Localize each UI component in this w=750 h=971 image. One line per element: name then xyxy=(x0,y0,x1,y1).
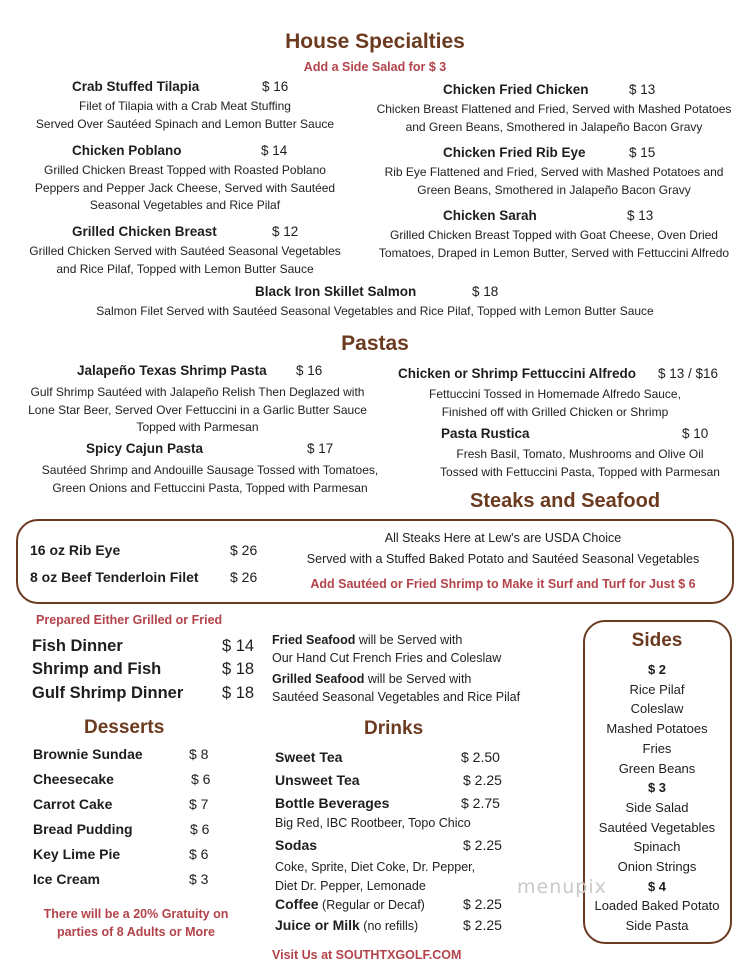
item-price: $ 16 xyxy=(296,363,323,378)
drink-name: Bottle Beverages xyxy=(275,795,390,811)
item-desc: Fresh Basil, Tomato, Mushrooms and Olive Oil Tossed with Fettuccini Pasta, Topped with Parmesan xyxy=(440,447,720,479)
drink-price: $ 2.25 xyxy=(463,837,502,853)
item-price: $ 13 xyxy=(629,82,656,97)
item-name: Jalapeño Texas Shrimp Pasta xyxy=(77,363,267,378)
item-name: Chicken Sarah xyxy=(443,208,537,223)
drink-desc: Coke, Sprite, Diet Coke, Dr. Pepper, Diet Dr. Pepper, Lemonade xyxy=(275,860,476,893)
item-price: $ 14 xyxy=(261,143,288,158)
watermark: menupix xyxy=(517,876,607,898)
drink-name: Unsweet Tea xyxy=(275,772,360,788)
drink-price: $ 2.75 xyxy=(461,795,500,811)
list-item: Brownie Sundae $ 8 xyxy=(33,746,209,762)
drink-name: Sweet Tea xyxy=(275,749,343,765)
house-specialties-title: House Specialties xyxy=(285,30,465,53)
sides-title: Sides xyxy=(631,630,683,651)
list-item: Carrot Cake $ 7 xyxy=(33,796,209,812)
list-item: Cheesecake $ 6 xyxy=(33,771,211,787)
item-name: Chicken Fried Chicken xyxy=(443,82,589,97)
fried-seafood-note: Fried Seafood will be Served with Our Hand Cut French Fries and Coleslaw xyxy=(272,633,502,665)
side-salad-note: Add a Side Salad for $ 3 xyxy=(303,60,447,74)
item-desc: Rib Eye Flattened and Fried, Served with Mashed Potatoes and Green Beans, Smothered in Jalapeño Bacon Gravy xyxy=(384,165,724,197)
grilled-seafood-note: Grilled Seafood will be Served with Sautéed Seasonal Vegetables and Rice Pilaf xyxy=(272,672,521,704)
item-desc: Gulf Shrimp Sautéed with Jalapeño Relish Then Deglazed with Lone Star Beer, Served Over Fettuccini in a Garlic Butter Sauce Topped with Parmesan xyxy=(28,385,367,434)
item-price: $ 17 xyxy=(307,441,334,456)
item-name: Black Iron Skillet Salmon xyxy=(255,284,417,299)
item-name: Pasta Rustica xyxy=(441,426,530,441)
item-desc: Grilled Chicken Breast Topped with Goat Cheese, Oven Dried Tomatoes, Draped in Lemon Butter, Served with Fettuccini Alfredo xyxy=(378,228,730,260)
seafood-name: Fish Dinner xyxy=(32,637,123,655)
drink-row-juice: Juice or Milk (no refills) xyxy=(275,917,419,933)
steaks-note: Served with a Stuffed Baked Potato and Sautéed Seasonal Vegetables xyxy=(306,552,700,566)
item-price: $ 16 xyxy=(262,79,289,94)
item-name: Spicy Cajun Pasta xyxy=(86,441,204,456)
item-desc: Fettuccini Tossed in Homemade Alfredo Sauce, Finished off with Grilled Chicken or Shrimp xyxy=(429,387,681,419)
drink-price: $ 2.25 xyxy=(463,896,502,912)
seafood-price: $ 18 xyxy=(222,660,255,678)
drink-desc: Big Red, IBC Rootbeer, Topo Chico xyxy=(275,816,471,830)
item-price: $ 13 / $16 xyxy=(658,366,719,381)
item-name: Chicken or Shrimp Fettuccini Alfredo xyxy=(398,366,637,381)
item-price: $ 15 xyxy=(629,145,656,160)
steak-price: $ 26 xyxy=(230,569,258,585)
seafood-name: Gulf Shrimp Dinner xyxy=(32,684,184,702)
drink-price: $ 2.25 xyxy=(463,917,502,933)
item-desc: Chicken Breast Flattened and Fried, Served with Mashed Potatoes and Green Beans, Smothered in Jalapeño Bacon Gravy xyxy=(376,102,732,134)
item-desc: Filet of Tilapia with a Crab Meat Stuffing Served Over Sautéed Spinach and Lemon Butter Sauce xyxy=(35,99,335,131)
drink-name: Sodas xyxy=(275,837,318,853)
drink-price: $ 2.50 xyxy=(461,749,500,765)
steaks-title: Steaks and Seafood xyxy=(470,490,661,512)
drink-row-coffee: Coffee (Regular or Decaf) xyxy=(275,896,425,912)
list-item: Key Lime Pie $ 6 xyxy=(33,846,209,862)
steak-price: $ 26 xyxy=(230,542,258,558)
item-name: Crab Stuffed Tilapia xyxy=(72,79,200,94)
item-name: Chicken Fried Rib Eye xyxy=(443,145,586,160)
desserts-list xyxy=(33,746,213,896)
list-item: Bread Pudding $ 6 xyxy=(33,821,210,837)
steak-name: 8 oz Beef Tenderloin Filet xyxy=(30,569,199,585)
list-item: Ice Cream $ 3 xyxy=(33,871,209,887)
pastas-title: Pastas xyxy=(341,332,409,355)
prepared-note: Prepared Either Grilled or Fried xyxy=(36,613,223,627)
sides-list: $ 2 Rice Pilaf Coleslaw Mashed Potatoes Fries Green Beans $ 3 Side Salad Sautéed Vegetables Spinach Onion Strings $ 4 Loaded Baked Potato Side Pasta xyxy=(594,662,720,934)
item-name: Chicken Poblano xyxy=(72,143,182,158)
steak-name: 16 oz Rib Eye xyxy=(30,542,121,558)
steaks-note: All Steaks Here at Lew's are USDA Choice xyxy=(384,531,622,545)
item-desc: Salmon Filet Served with Sautéed Seasonal Vegetables and Rice Pilaf, Topped with Lemon Butter Sauce xyxy=(96,304,654,318)
seafood-price: $ 18 xyxy=(222,684,255,702)
item-price: $ 18 xyxy=(472,284,499,299)
desserts-title: Desserts xyxy=(84,717,165,738)
item-desc: Grilled Chicken Breast Topped with Roasted Poblano Peppers and Pepper Jack Cheese, Served with Sautéed Seasonal Vegetables and Rice Pilaf xyxy=(34,163,336,212)
drinks-title: Drinks xyxy=(364,718,424,739)
item-name: Grilled Chicken Breast xyxy=(72,224,217,239)
seafood-name: Shrimp and Fish xyxy=(32,660,162,678)
item-desc: Sautéed Shrimp and Andouille Sausage Tossed with Tomatoes, Green Onions and Fettuccini Pasta, Topped with Parmesan xyxy=(41,463,379,495)
item-desc: Grilled Chicken Served with Sautéed Seasonal Vegetables and Rice Pilaf, Topped with Lemon Butter Sauce xyxy=(29,244,341,276)
steaks-box xyxy=(16,519,734,604)
surf-turf-note: Add Sautéed or Fried Shrimp to Make it Surf and Turf for Just $ 6 xyxy=(310,577,696,591)
item-price: $ 10 xyxy=(682,426,709,441)
item-price: $ 13 xyxy=(627,208,654,223)
seafood-price: $ 14 xyxy=(222,637,255,655)
item-price: $ 12 xyxy=(272,224,299,239)
gratuity-note: There will be a 20% Gratuity on parties of 8 Adults or More xyxy=(43,907,229,939)
website-link[interactable]: Visit Us at SOUTHTXGOLF.COM xyxy=(272,948,462,962)
drink-price: $ 2.25 xyxy=(463,772,502,788)
